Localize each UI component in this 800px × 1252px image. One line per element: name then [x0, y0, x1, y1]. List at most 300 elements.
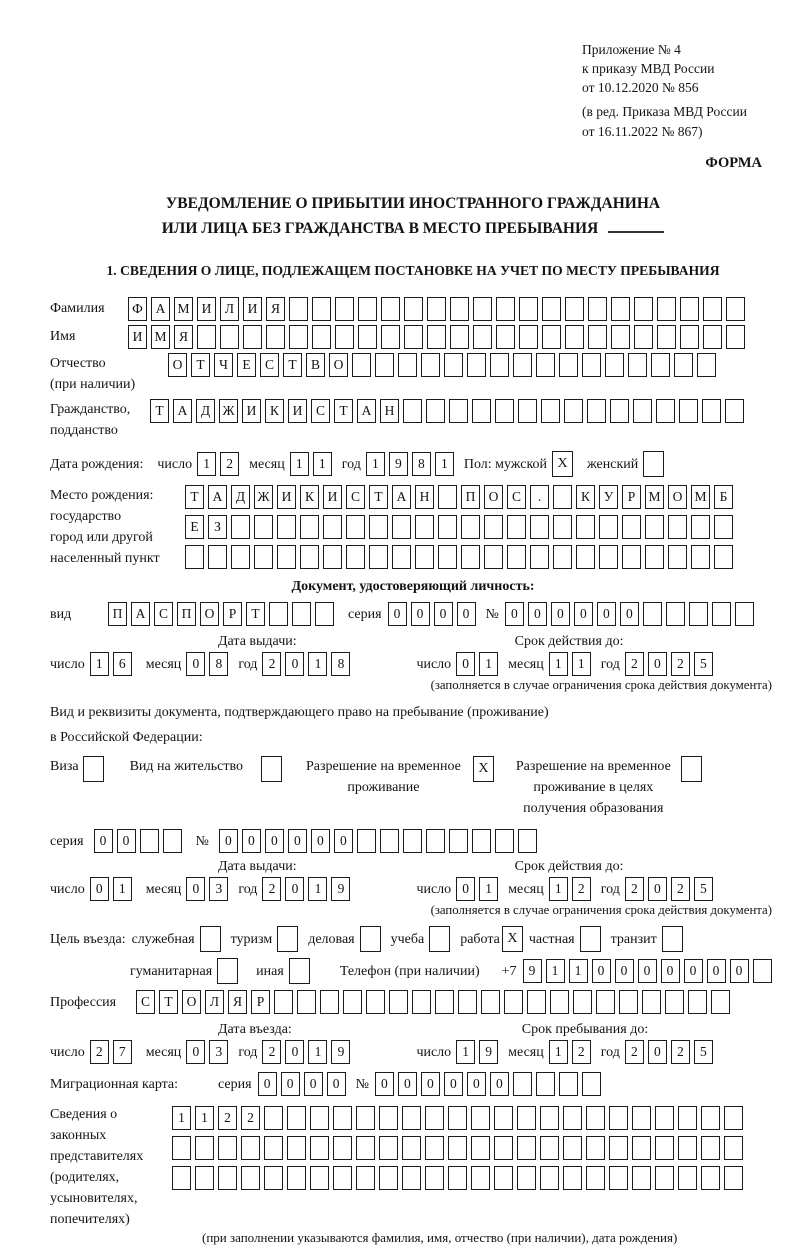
- temp-residence-edu-checkbox-cell[interactable]: [681, 756, 702, 782]
- phone-cell[interactable]: 1: [546, 959, 565, 983]
- representative-cell[interactable]: [264, 1136, 283, 1160]
- migration-number-cell[interactable]: [536, 1072, 555, 1096]
- birthplace-cell[interactable]: [622, 515, 641, 539]
- surname-cell[interactable]: М: [174, 297, 193, 321]
- temp-residence-checkbox-cell[interactable]: X: [473, 756, 494, 782]
- surname-cell[interactable]: [312, 297, 331, 321]
- representative-cell[interactable]: [264, 1106, 283, 1130]
- birthplace-cell[interactable]: У: [599, 485, 618, 509]
- phone-cell[interactable]: 0: [638, 959, 657, 983]
- purpose-tourism-checkbox-cell[interactable]: [277, 926, 298, 952]
- patronymic-cell[interactable]: [651, 353, 670, 377]
- doc-number-cell[interactable]: 0: [574, 602, 593, 626]
- stay-year-cell[interactable]: 5: [694, 1040, 713, 1064]
- entry-month-cell[interactable]: 0: [186, 1040, 205, 1064]
- citizenship-cell[interactable]: И: [242, 399, 261, 423]
- representative-cell[interactable]: [402, 1166, 421, 1190]
- migration-series-cell[interactable]: 0: [304, 1072, 323, 1096]
- stay-year-cell[interactable]: 2: [625, 1040, 644, 1064]
- residence-number-cell[interactable]: [357, 829, 376, 853]
- firstname-cell[interactable]: [220, 325, 239, 349]
- valid-day-cell[interactable]: 1: [479, 652, 498, 676]
- representative-cell[interactable]: [425, 1106, 444, 1130]
- doc-kind-cell[interactable]: С: [154, 602, 173, 626]
- stay-year-cell[interactable]: 2: [671, 1040, 690, 1064]
- representative-cell[interactable]: [494, 1106, 513, 1130]
- citizenship-cell[interactable]: [403, 399, 422, 423]
- firstname-cell[interactable]: [358, 325, 377, 349]
- doc-number-cell[interactable]: 0: [620, 602, 639, 626]
- birthplace-cell[interactable]: С: [507, 485, 526, 509]
- representative-cell[interactable]: [195, 1136, 214, 1160]
- representative-cell[interactable]: [379, 1136, 398, 1160]
- residence-number-cell[interactable]: [495, 829, 514, 853]
- entry-year-cell[interactable]: 9: [331, 1040, 350, 1064]
- representative-cell[interactable]: [287, 1166, 306, 1190]
- birthplace-cell[interactable]: Д: [231, 485, 250, 509]
- valid-month-cell[interactable]: 1: [549, 652, 568, 676]
- representative-cell[interactable]: [218, 1136, 237, 1160]
- birthplace-cell[interactable]: [254, 515, 273, 539]
- representative-cell[interactable]: [402, 1106, 421, 1130]
- doc-number-cell[interactable]: 0: [528, 602, 547, 626]
- migration-number-cell[interactable]: 0: [375, 1072, 394, 1096]
- surname-cell[interactable]: [657, 297, 676, 321]
- birthplace-cell[interactable]: Е: [185, 515, 204, 539]
- representative-cell[interactable]: [471, 1166, 490, 1190]
- representative-cell[interactable]: [402, 1136, 421, 1160]
- doc-number-cell[interactable]: [712, 602, 731, 626]
- representative-cell[interactable]: [517, 1106, 536, 1130]
- representative-cell[interactable]: [678, 1136, 697, 1160]
- birthplace-cell[interactable]: [714, 545, 733, 569]
- citizenship-cell[interactable]: К: [265, 399, 284, 423]
- birthplace-cell[interactable]: [300, 545, 319, 569]
- patronymic-cell[interactable]: [697, 353, 716, 377]
- residence-issue-year-cell[interactable]: 2: [262, 877, 281, 901]
- migration-number-cell[interactable]: 0: [421, 1072, 440, 1096]
- residence-permit-checkbox-cell[interactable]: [261, 756, 282, 782]
- doc-number-cell[interactable]: 0: [597, 602, 616, 626]
- birth-day-cell[interactable]: 1: [197, 452, 216, 476]
- birthplace-cell[interactable]: [484, 545, 503, 569]
- birthplace-cell[interactable]: [208, 545, 227, 569]
- birthplace-cell[interactable]: К: [300, 485, 319, 509]
- purpose-other-checkbox-cell[interactable]: [289, 958, 310, 984]
- purpose-transit-checkbox-cell[interactable]: [662, 926, 683, 952]
- firstname-cell[interactable]: [289, 325, 308, 349]
- representative-cell[interactable]: [264, 1166, 283, 1190]
- profession-cell[interactable]: [458, 990, 477, 1014]
- representative-cell[interactable]: [678, 1106, 697, 1130]
- birthplace-cell[interactable]: [438, 515, 457, 539]
- birthplace-cell[interactable]: .: [530, 485, 549, 509]
- issue-month-cell[interactable]: 8: [209, 652, 228, 676]
- patronymic-cell[interactable]: Т: [283, 353, 302, 377]
- male-checkbox-cell[interactable]: X: [552, 451, 573, 477]
- stay-month-cell[interactable]: 2: [572, 1040, 591, 1064]
- purpose-official-checkbox-cell[interactable]: [200, 926, 221, 952]
- residence-series-cell[interactable]: [163, 829, 182, 853]
- representative-cell[interactable]: [724, 1166, 743, 1190]
- surname-cell[interactable]: [680, 297, 699, 321]
- citizenship-cell[interactable]: А: [173, 399, 192, 423]
- patronymic-cell[interactable]: В: [306, 353, 325, 377]
- profession-cell[interactable]: О: [182, 990, 201, 1014]
- birth-year-cell[interactable]: 1: [435, 452, 454, 476]
- representative-cell[interactable]: [241, 1136, 260, 1160]
- citizenship-cell[interactable]: Т: [150, 399, 169, 423]
- representative-cell[interactable]: [287, 1136, 306, 1160]
- representative-cell[interactable]: [494, 1166, 513, 1190]
- profession-cell[interactable]: [665, 990, 684, 1014]
- representative-cell[interactable]: [540, 1106, 559, 1130]
- citizenship-cell[interactable]: Н: [380, 399, 399, 423]
- surname-cell[interactable]: [358, 297, 377, 321]
- entry-year-cell[interactable]: 2: [262, 1040, 281, 1064]
- stay-day-cell[interactable]: 9: [479, 1040, 498, 1064]
- birthplace-cell[interactable]: [461, 515, 480, 539]
- representative-cell[interactable]: [310, 1136, 329, 1160]
- birthplace-cell[interactable]: А: [208, 485, 227, 509]
- migration-number-cell[interactable]: 0: [467, 1072, 486, 1096]
- issue-year-cell[interactable]: 8: [331, 652, 350, 676]
- patronymic-cell[interactable]: [467, 353, 486, 377]
- representative-cell[interactable]: [609, 1136, 628, 1160]
- birthplace-cell[interactable]: [323, 515, 342, 539]
- valid-year-cell[interactable]: 2: [625, 652, 644, 676]
- surname-cell[interactable]: Я: [266, 297, 285, 321]
- doc-kind-cell[interactable]: Р: [223, 602, 242, 626]
- phone-cell[interactable]: [753, 959, 772, 983]
- birthplace-cell[interactable]: М: [691, 485, 710, 509]
- birth-month-cell[interactable]: 1: [290, 452, 309, 476]
- residence-number-cell[interactable]: 0: [288, 829, 307, 853]
- representative-cell[interactable]: [655, 1106, 674, 1130]
- citizenship-cell[interactable]: [725, 399, 744, 423]
- profession-cell[interactable]: [550, 990, 569, 1014]
- surname-cell[interactable]: А: [151, 297, 170, 321]
- citizenship-cell[interactable]: [610, 399, 629, 423]
- birthplace-cell[interactable]: [438, 545, 457, 569]
- surname-cell[interactable]: [473, 297, 492, 321]
- birthplace-cell[interactable]: [231, 545, 250, 569]
- surname-cell[interactable]: [427, 297, 446, 321]
- representative-cell[interactable]: [632, 1166, 651, 1190]
- phone-cell[interactable]: 0: [684, 959, 703, 983]
- phone-cell[interactable]: 0: [707, 959, 726, 983]
- firstname-cell[interactable]: [634, 325, 653, 349]
- patronymic-cell[interactable]: [605, 353, 624, 377]
- profession-cell[interactable]: С: [136, 990, 155, 1014]
- firstname-cell[interactable]: [611, 325, 630, 349]
- firstname-cell[interactable]: М: [151, 325, 170, 349]
- profession-cell[interactable]: [274, 990, 293, 1014]
- profession-cell[interactable]: Я: [228, 990, 247, 1014]
- birthplace-cell[interactable]: З: [208, 515, 227, 539]
- residence-number-cell[interactable]: 0: [334, 829, 353, 853]
- birthplace-cell[interactable]: [599, 545, 618, 569]
- migration-series-cell[interactable]: 0: [258, 1072, 277, 1096]
- residence-valid-month-cell[interactable]: 1: [549, 877, 568, 901]
- phone-cell[interactable]: 0: [615, 959, 634, 983]
- representative-cell[interactable]: [172, 1136, 191, 1160]
- firstname-cell[interactable]: [588, 325, 607, 349]
- birthplace-cell[interactable]: С: [346, 485, 365, 509]
- residence-issue-day-cell[interactable]: 0: [90, 877, 109, 901]
- firstname-cell[interactable]: Я: [174, 325, 193, 349]
- valid-year-cell[interactable]: 5: [694, 652, 713, 676]
- representative-cell[interactable]: [310, 1106, 329, 1130]
- purpose-study-checkbox-cell[interactable]: [429, 926, 450, 952]
- representative-cell[interactable]: [425, 1166, 444, 1190]
- birthplace-cell[interactable]: П: [461, 485, 480, 509]
- stay-year-cell[interactable]: 0: [648, 1040, 667, 1064]
- doc-kind-cell[interactable]: А: [131, 602, 150, 626]
- profession-cell[interactable]: [504, 990, 523, 1014]
- birthplace-cell[interactable]: [645, 545, 664, 569]
- patronymic-cell[interactable]: [628, 353, 647, 377]
- doc-series-cell[interactable]: 0: [434, 602, 453, 626]
- patronymic-cell[interactable]: [490, 353, 509, 377]
- birthplace-cell[interactable]: [392, 515, 411, 539]
- patronymic-cell[interactable]: Т: [191, 353, 210, 377]
- birthplace-cell[interactable]: [461, 545, 480, 569]
- entry-day-cell[interactable]: 7: [113, 1040, 132, 1064]
- birth-day-cell[interactable]: 2: [220, 452, 239, 476]
- migration-number-cell[interactable]: [582, 1072, 601, 1096]
- representative-cell[interactable]: [172, 1166, 191, 1190]
- profession-cell[interactable]: [435, 990, 454, 1014]
- representative-cell[interactable]: [632, 1136, 651, 1160]
- surname-cell[interactable]: Ф: [128, 297, 147, 321]
- citizenship-cell[interactable]: Т: [334, 399, 353, 423]
- birthplace-cell[interactable]: К: [576, 485, 595, 509]
- citizenship-cell[interactable]: Ж: [219, 399, 238, 423]
- patronymic-cell[interactable]: [352, 353, 371, 377]
- citizenship-cell[interactable]: А: [357, 399, 376, 423]
- residence-issue-month-cell[interactable]: 0: [186, 877, 205, 901]
- representative-cell[interactable]: [655, 1166, 674, 1190]
- profession-cell[interactable]: [527, 990, 546, 1014]
- birthplace-cell[interactable]: [415, 515, 434, 539]
- purpose-business-checkbox-cell[interactable]: [360, 926, 381, 952]
- residence-number-cell[interactable]: 0: [242, 829, 261, 853]
- birthplace-cell[interactable]: [346, 545, 365, 569]
- profession-cell[interactable]: [343, 990, 362, 1014]
- entry-year-cell[interactable]: 0: [285, 1040, 304, 1064]
- doc-series-cell[interactable]: 0: [388, 602, 407, 626]
- issue-day-cell[interactable]: 6: [113, 652, 132, 676]
- representative-cell[interactable]: [333, 1136, 352, 1160]
- profession-cell[interactable]: [642, 990, 661, 1014]
- firstname-cell[interactable]: [565, 325, 584, 349]
- representative-cell[interactable]: [655, 1136, 674, 1160]
- birthplace-cell[interactable]: [346, 515, 365, 539]
- residence-issue-day-cell[interactable]: 1: [113, 877, 132, 901]
- surname-cell[interactable]: [289, 297, 308, 321]
- profession-cell[interactable]: [619, 990, 638, 1014]
- surname-cell[interactable]: [634, 297, 653, 321]
- firstname-cell[interactable]: [542, 325, 561, 349]
- profession-cell[interactable]: [389, 990, 408, 1014]
- residence-number-cell[interactable]: 0: [219, 829, 238, 853]
- issue-year-cell[interactable]: 0: [285, 652, 304, 676]
- birth-year-cell[interactable]: 9: [389, 452, 408, 476]
- birthplace-cell[interactable]: [507, 545, 526, 569]
- representative-cell[interactable]: [517, 1166, 536, 1190]
- firstname-cell[interactable]: [427, 325, 446, 349]
- representative-cell[interactable]: [356, 1106, 375, 1130]
- surname-cell[interactable]: И: [197, 297, 216, 321]
- representative-cell[interactable]: [379, 1166, 398, 1190]
- birthplace-cell[interactable]: Т: [185, 485, 204, 509]
- surname-cell[interactable]: [588, 297, 607, 321]
- entry-year-cell[interactable]: 1: [308, 1040, 327, 1064]
- birthplace-cell[interactable]: О: [484, 485, 503, 509]
- surname-cell[interactable]: [565, 297, 584, 321]
- citizenship-cell[interactable]: [472, 399, 491, 423]
- residence-issue-year-cell[interactable]: 0: [285, 877, 304, 901]
- valid-day-cell[interactable]: 0: [456, 652, 475, 676]
- surname-cell[interactable]: [381, 297, 400, 321]
- visa-checkbox-cell[interactable]: [83, 756, 104, 782]
- patronymic-cell[interactable]: [536, 353, 555, 377]
- phone-cell[interactable]: 0: [592, 959, 611, 983]
- surname-cell[interactable]: И: [243, 297, 262, 321]
- purpose-private-checkbox-cell[interactable]: [580, 926, 601, 952]
- valid-month-cell[interactable]: 1: [572, 652, 591, 676]
- birthplace-cell[interactable]: [599, 515, 618, 539]
- residence-number-cell[interactable]: [426, 829, 445, 853]
- entry-day-cell[interactable]: 2: [90, 1040, 109, 1064]
- birthplace-cell[interactable]: [254, 545, 273, 569]
- birthplace-cell[interactable]: [484, 515, 503, 539]
- surname-cell[interactable]: [450, 297, 469, 321]
- representative-cell[interactable]: [632, 1106, 651, 1130]
- doc-number-cell[interactable]: 0: [505, 602, 524, 626]
- surname-cell[interactable]: Л: [220, 297, 239, 321]
- firstname-cell[interactable]: [657, 325, 676, 349]
- phone-cell[interactable]: 0: [661, 959, 680, 983]
- citizenship-cell[interactable]: [656, 399, 675, 423]
- doc-number-cell[interactable]: [735, 602, 754, 626]
- representative-cell[interactable]: [333, 1166, 352, 1190]
- stay-month-cell[interactable]: 1: [549, 1040, 568, 1064]
- doc-kind-cell[interactable]: [292, 602, 311, 626]
- citizenship-cell[interactable]: С: [311, 399, 330, 423]
- citizenship-cell[interactable]: Д: [196, 399, 215, 423]
- representative-cell[interactable]: [563, 1106, 582, 1130]
- representative-cell[interactable]: [724, 1136, 743, 1160]
- birthplace-cell[interactable]: [668, 515, 687, 539]
- birth-month-cell[interactable]: 1: [313, 452, 332, 476]
- migration-number-cell[interactable]: 0: [490, 1072, 509, 1096]
- birthplace-cell[interactable]: [530, 515, 549, 539]
- birthplace-cell[interactable]: [438, 485, 457, 509]
- phone-cell[interactable]: 0: [730, 959, 749, 983]
- representative-cell[interactable]: [701, 1106, 720, 1130]
- representative-cell[interactable]: [356, 1166, 375, 1190]
- citizenship-cell[interactable]: [541, 399, 560, 423]
- representative-cell[interactable]: [586, 1106, 605, 1130]
- issue-month-cell[interactable]: 0: [186, 652, 205, 676]
- representative-cell[interactable]: [241, 1166, 260, 1190]
- representative-cell[interactable]: [310, 1166, 329, 1190]
- representative-cell[interactable]: [448, 1166, 467, 1190]
- residence-issue-month-cell[interactable]: 3: [209, 877, 228, 901]
- residence-issue-year-cell[interactable]: 9: [331, 877, 350, 901]
- representative-cell[interactable]: [425, 1136, 444, 1160]
- representative-cell[interactable]: [724, 1106, 743, 1130]
- birthplace-cell[interactable]: [392, 545, 411, 569]
- patronymic-cell[interactable]: С: [260, 353, 279, 377]
- birthplace-cell[interactable]: Р: [622, 485, 641, 509]
- entry-month-cell[interactable]: 3: [209, 1040, 228, 1064]
- citizenship-cell[interactable]: [633, 399, 652, 423]
- patronymic-cell[interactable]: [375, 353, 394, 377]
- profession-cell[interactable]: [412, 990, 431, 1014]
- citizenship-cell[interactable]: [702, 399, 721, 423]
- residence-issue-year-cell[interactable]: 1: [308, 877, 327, 901]
- representative-cell[interactable]: [540, 1136, 559, 1160]
- representative-cell[interactable]: [333, 1106, 352, 1130]
- birthplace-cell[interactable]: [691, 515, 710, 539]
- representative-cell[interactable]: [195, 1166, 214, 1190]
- doc-kind-cell[interactable]: [315, 602, 334, 626]
- birthplace-cell[interactable]: М: [645, 485, 664, 509]
- phone-cell[interactable]: 1: [569, 959, 588, 983]
- citizenship-cell[interactable]: [564, 399, 583, 423]
- firstname-cell[interactable]: [450, 325, 469, 349]
- migration-number-cell[interactable]: [513, 1072, 532, 1096]
- doc-number-cell[interactable]: [643, 602, 662, 626]
- representative-cell[interactable]: [379, 1106, 398, 1130]
- birthplace-cell[interactable]: Н: [415, 485, 434, 509]
- representative-cell[interactable]: [218, 1166, 237, 1190]
- representative-cell[interactable]: 2: [241, 1106, 260, 1130]
- birthplace-cell[interactable]: [369, 545, 388, 569]
- representative-cell[interactable]: [586, 1136, 605, 1160]
- surname-cell[interactable]: [542, 297, 561, 321]
- birthplace-cell[interactable]: [576, 515, 595, 539]
- surname-cell[interactable]: [611, 297, 630, 321]
- representative-cell[interactable]: [609, 1106, 628, 1130]
- representative-cell[interactable]: [448, 1106, 467, 1130]
- representative-cell[interactable]: [540, 1166, 559, 1190]
- birthplace-cell[interactable]: [277, 545, 296, 569]
- firstname-cell[interactable]: [266, 325, 285, 349]
- residence-valid-day-cell[interactable]: 1: [479, 877, 498, 901]
- representative-cell[interactable]: 2: [218, 1106, 237, 1130]
- representative-cell[interactable]: 1: [195, 1106, 214, 1130]
- residence-valid-year-cell[interactable]: 0: [648, 877, 667, 901]
- firstname-cell[interactable]: [335, 325, 354, 349]
- patronymic-cell[interactable]: [444, 353, 463, 377]
- patronymic-cell[interactable]: О: [168, 353, 187, 377]
- residence-valid-year-cell[interactable]: 5: [694, 877, 713, 901]
- representative-cell[interactable]: [678, 1166, 697, 1190]
- birthplace-cell[interactable]: [714, 515, 733, 539]
- residence-series-cell[interactable]: [140, 829, 159, 853]
- profession-cell[interactable]: Л: [205, 990, 224, 1014]
- birthplace-cell[interactable]: [553, 545, 572, 569]
- profession-cell[interactable]: [320, 990, 339, 1014]
- citizenship-cell[interactable]: [449, 399, 468, 423]
- birthplace-cell[interactable]: Ж: [254, 485, 273, 509]
- birth-year-cell[interactable]: 1: [366, 452, 385, 476]
- representative-cell[interactable]: 1: [172, 1106, 191, 1130]
